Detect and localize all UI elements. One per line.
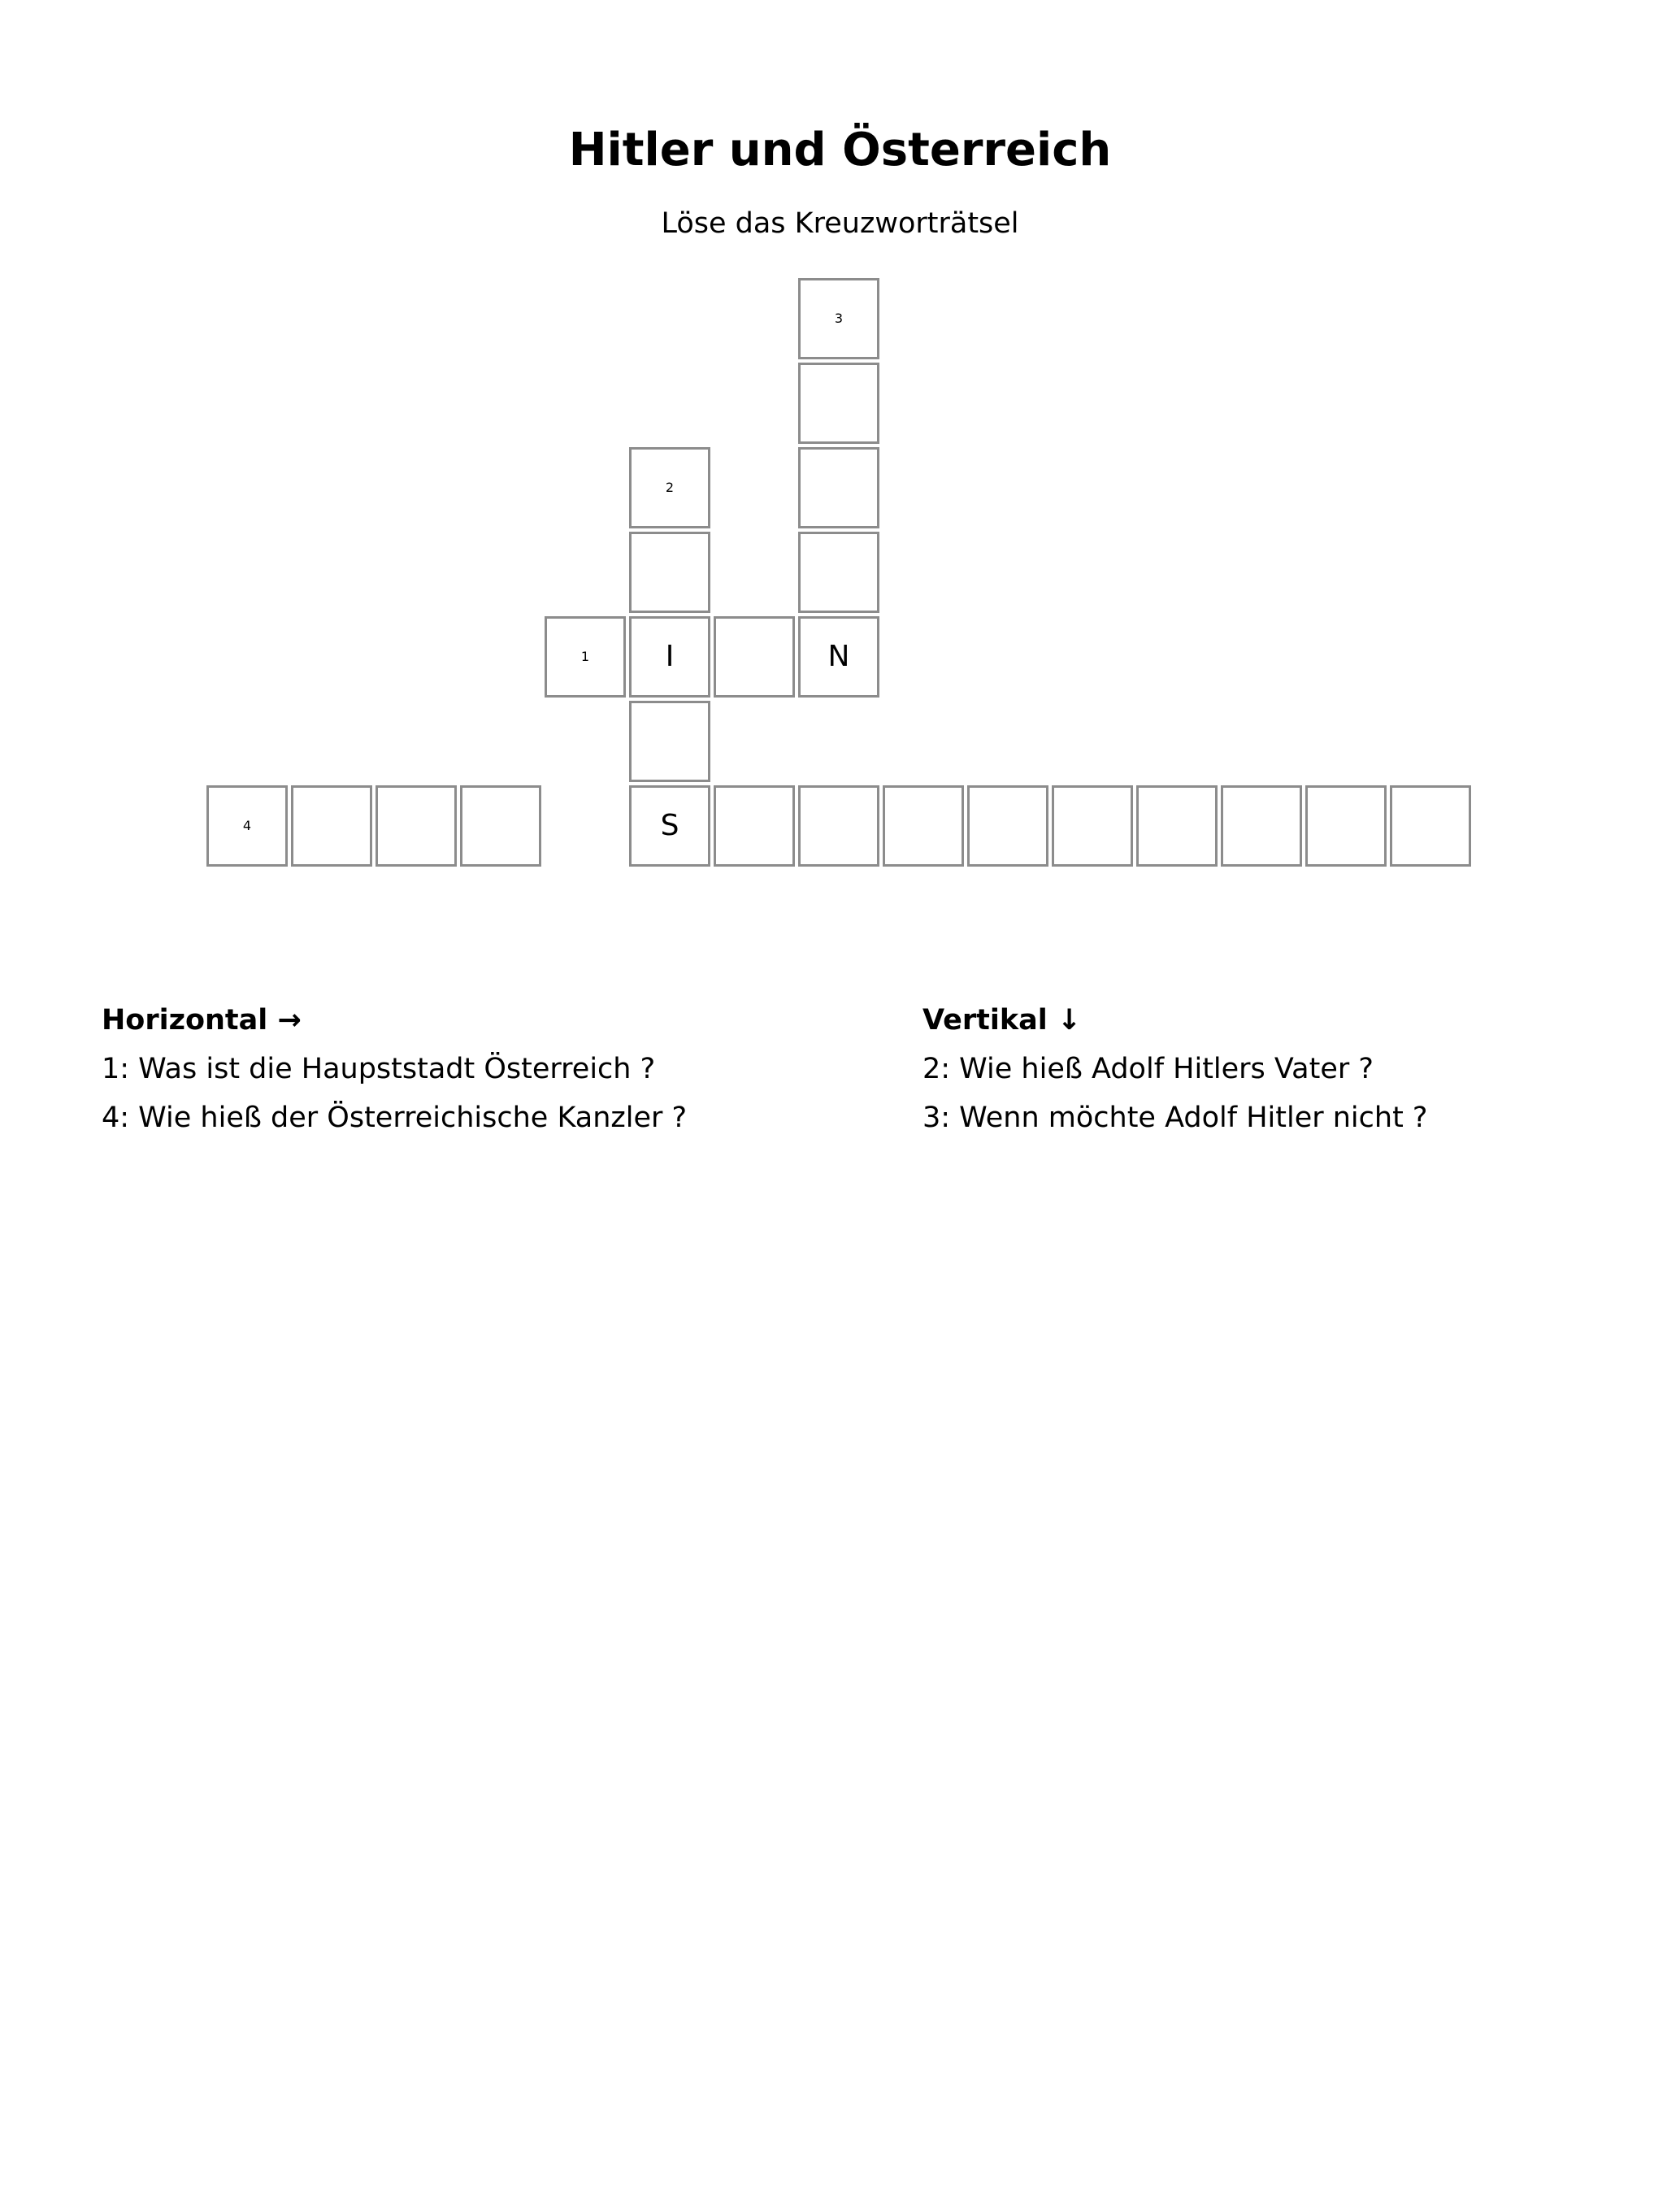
crossword-cell[interactable] <box>798 785 879 867</box>
crossword-cell[interactable] <box>460 785 541 867</box>
page-subtitle: Löse das Kreuzworträtsel <box>661 207 1019 240</box>
clue-item: 2: Wie hieß Adolf Hitlers Vater ? <box>922 1053 1374 1085</box>
crossword-cell[interactable] <box>798 616 879 698</box>
horizontal-clues <box>102 996 687 1142</box>
crossword-cell[interactable] <box>798 447 879 528</box>
cell-letter: N <box>827 640 850 673</box>
horizontal-heading: Horizontal → <box>102 1004 302 1037</box>
crossword-cell[interactable] <box>967 785 1048 867</box>
clue-item: 4: Wie hieß der Österreichische Kanzler ? <box>102 1102 688 1134</box>
clue-item: 1: Was ist die Haupststadt Österreich ? <box>102 1053 656 1085</box>
crossword-cell[interactable] <box>798 532 879 613</box>
cell-letter: I <box>665 640 675 673</box>
clue-number: 4 <box>242 818 252 833</box>
page-title: Hitler und Österreich <box>568 124 1112 176</box>
clue-number: 1 <box>580 649 590 664</box>
vertical-clues <box>922 996 1428 1142</box>
crossword-cell[interactable] <box>714 785 795 867</box>
crossword-cell[interactable] <box>629 785 710 867</box>
crossword-cell[interactable] <box>629 701 710 782</box>
crossword-cell[interactable] <box>206 785 288 867</box>
crossword-cell[interactable] <box>1136 785 1218 867</box>
crossword-cell[interactable] <box>629 532 710 613</box>
cell-letter: S <box>660 809 679 842</box>
crossword-cell[interactable] <box>1305 785 1387 867</box>
crossword-cell[interactable] <box>545 616 626 698</box>
clue-number: 2 <box>665 480 675 495</box>
clue-number: 3 <box>834 311 844 326</box>
crossword-cell[interactable] <box>798 363 879 444</box>
crossword-cell[interactable] <box>629 616 710 698</box>
crossword-cell[interactable] <box>798 278 879 359</box>
crossword-cell[interactable] <box>1390 785 1471 867</box>
crossword-cell[interactable] <box>629 447 710 528</box>
clue-item: 3: Wenn möchte Adolf Hitler nicht ? <box>922 1102 1428 1134</box>
crossword-cell[interactable] <box>1221 785 1302 867</box>
crossword-cell[interactable] <box>376 785 457 867</box>
vertical-heading: Vertikal ↓ <box>922 1004 1082 1037</box>
crossword-cell[interactable] <box>714 616 795 698</box>
crossword-cell[interactable] <box>291 785 372 867</box>
crossword-grid <box>0 0 1680 894</box>
crossword-cell[interactable] <box>1052 785 1133 867</box>
crossword-cell[interactable] <box>883 785 964 867</box>
